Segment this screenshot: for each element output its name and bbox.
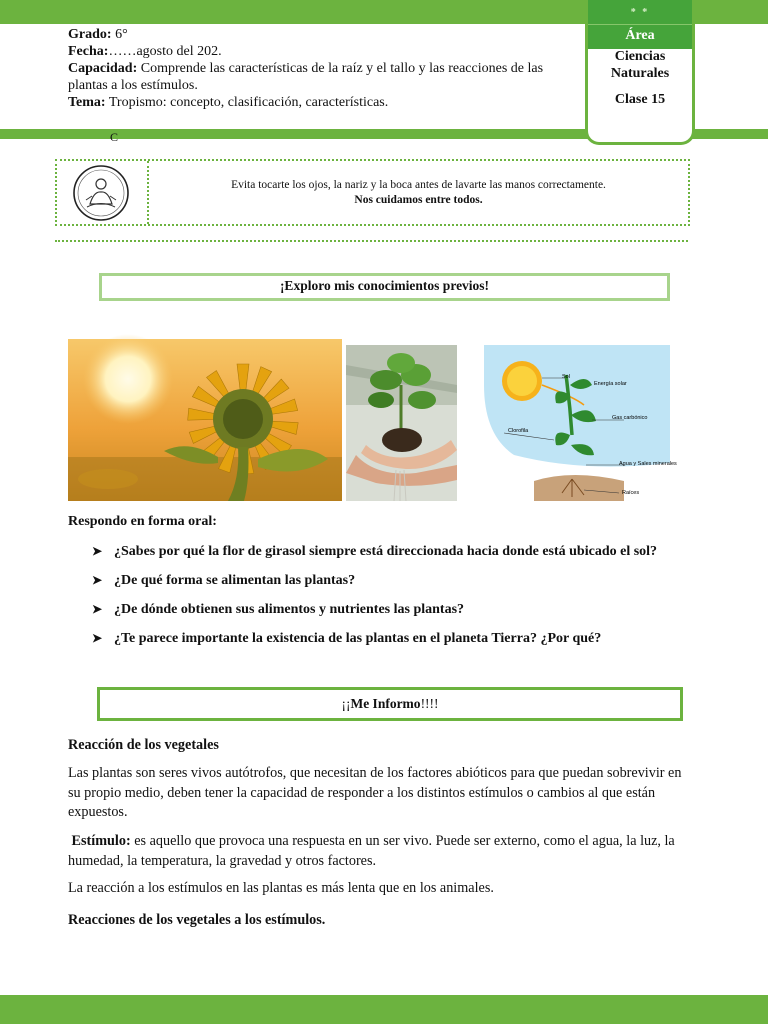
- header-info: [68, 26, 568, 111]
- advice-line1: Evita tocarte los ojos, la nariz y la boca antes de lavarte las manos correctamente.: [231, 179, 606, 191]
- section-explore-title: ¡Exploro mis conocimientos previos!: [99, 273, 670, 301]
- diagram-label-sol: Sol: [562, 374, 570, 380]
- reactions-title: Reacciones de los vegetales a los estímulos.: [68, 912, 326, 928]
- arrow-bullet-icon: ➤: [92, 544, 103, 558]
- grade-row: Grado: 6°: [68, 27, 128, 42]
- diagram-label-raices: Raíces: [622, 490, 640, 496]
- arrow-bullet-icon: ➤: [92, 573, 103, 587]
- stray-letter: C: [110, 130, 119, 144]
- topic-row: Tema: Tropismo: concepto, clasificación, características.: [68, 95, 389, 110]
- paragraph-autotrophs: Las plantas son seres vivos autótrofos, que necesitan de los factores abióticos para que puedan sobrevivir en su propio medio, deben tener la capacidad de responder a los distintos estímulos o cambios al que están expuestos.: [68, 765, 682, 820]
- diagram-label-agua: Agua y Sales minerales: [619, 461, 677, 467]
- section-inform-title: ¡¡Me Informo!!!!: [97, 687, 683, 721]
- date-row: Fecha:……agosto del 202.: [68, 44, 222, 59]
- advice-text: [149, 178, 688, 208]
- subject-line1: Ciencias: [614, 49, 666, 64]
- footer-green-band: [0, 995, 768, 1024]
- sunflower-photo: [68, 339, 342, 501]
- diagram-label-energia: Energía solar: [594, 381, 627, 387]
- advice-box: [55, 159, 690, 226]
- capacity-value: Comprende las características de la raíz y el tallo y las reacciones de las plantas a los estímulos.: [68, 61, 544, 93]
- list-item: ➤ ¿De dónde obtienen sus alimentos y nutrientes las plantas?: [92, 602, 465, 617]
- area-stars: * *: [588, 0, 692, 24]
- dotted-divider: [55, 240, 688, 242]
- seedling-in-hands-photo: [346, 345, 457, 501]
- list-item: ➤ ¿Sabes por qué la flor de girasol siempre está direccionada hacia donde está ubicado el sol?: [92, 544, 658, 559]
- questions-list: [92, 542, 702, 658]
- paragraph-stimulus: Estímulo: es aquello que provoca una respuesta en un ser vivo. Puede ser externo, como el agua, la luz, la humedad, la temperatura, la gravedad y otros factores.: [68, 833, 675, 869]
- topic-value: Tropismo: concepto, clasificación, características.: [108, 95, 389, 110]
- subject-line2: Naturales: [610, 66, 670, 81]
- class-label: Clase 15: [614, 92, 666, 107]
- school-seal-icon: [72, 164, 130, 222]
- photosynthesis-diagram: [474, 345, 677, 501]
- diagram-label-gas: Gas carbónico: [612, 415, 648, 421]
- reaction-title: Reacción de los vegetales: [68, 737, 219, 753]
- list-item: ➤ ¿De qué forma se alimentan las plantas?: [92, 573, 356, 588]
- capacity-row: Capacidad: Comprende las características de la raíz y el tallo y las reacciones de las plantas a los estímulos.: [68, 61, 544, 93]
- arrow-bullet-icon: ➤: [92, 602, 103, 616]
- area-label: Área: [588, 24, 692, 49]
- date-value: ……agosto del 202.: [108, 44, 222, 59]
- diagram-label-clorofila: Clorofila: [508, 428, 529, 434]
- questions-title: Respondo en forma oral:: [68, 514, 217, 529]
- advice-line2: Nos cuidamos entre todos.: [354, 194, 483, 206]
- grade-value: 6°: [115, 27, 128, 42]
- arrow-bullet-icon: ➤: [92, 631, 103, 645]
- list-item: ➤ ¿Te parece importante la existencia de las plantas en el planeta Tierra? ¿Por qué?: [92, 631, 602, 646]
- paragraph-slow-reaction: La reacción a los estímulos en las plantas es más lenta que en los animales.: [68, 880, 494, 896]
- area-box: [585, 0, 695, 145]
